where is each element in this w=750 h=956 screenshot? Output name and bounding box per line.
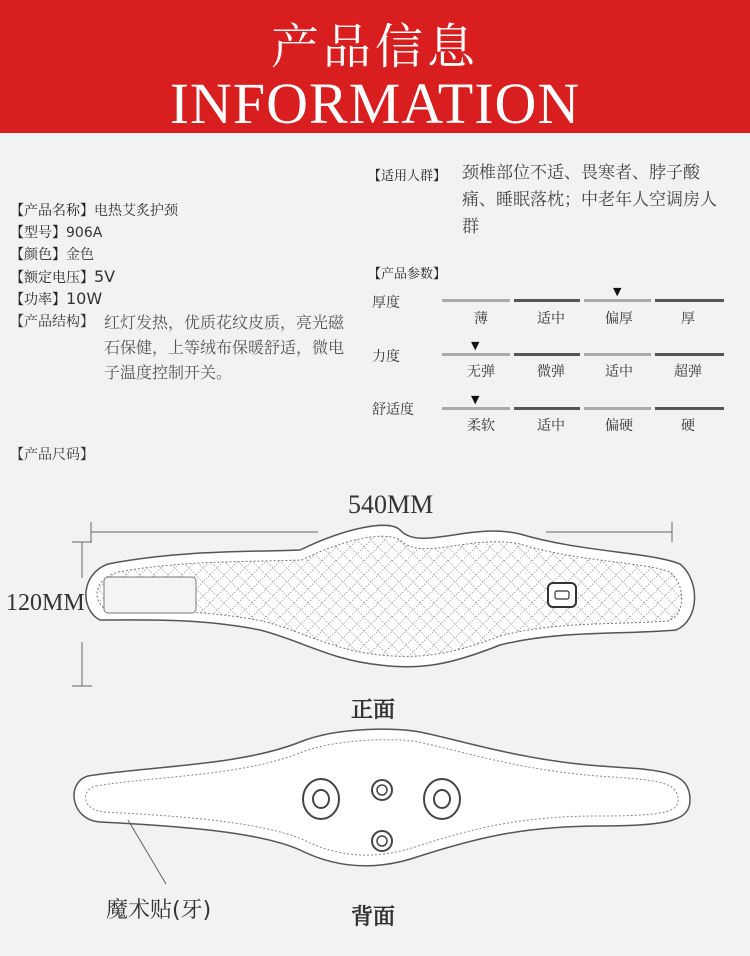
magnet-dot-bottom <box>372 831 392 851</box>
crowd-label: 【适用人群】 <box>368 169 447 184</box>
force-scale-segment <box>655 353 724 356</box>
magnet-pad-right <box>424 779 460 819</box>
comfort-scale-segment <box>442 407 510 410</box>
caption-front: 正面 <box>351 698 396 723</box>
comfort-option: 柔软 <box>467 418 495 434</box>
force-scale-segment <box>514 353 580 356</box>
spec-name-value: 电热艾炙护颈 <box>94 203 178 219</box>
thickness-option: 适中 <box>537 311 565 327</box>
thickness-scale-segment <box>584 299 651 302</box>
control-switch <box>548 583 576 607</box>
thickness-scale-segment <box>655 299 724 302</box>
spec-size-label: 【产品尺码】 <box>10 447 94 463</box>
velcro-pointer-line <box>128 820 166 884</box>
spec-structure-label: 【产品结构】 <box>10 314 94 330</box>
spec-voltage-value: 5V <box>94 267 116 286</box>
spec-color-label: 【颜色】 <box>10 247 66 263</box>
magnet-dot-top <box>372 780 392 800</box>
force-scale-segment <box>442 353 510 356</box>
force-title: 力度 <box>372 349 400 365</box>
caption-back: 背面 <box>351 905 396 930</box>
comfort-scale-segment <box>584 407 651 410</box>
thickness-option: 薄 <box>474 311 488 327</box>
comfort-title: 舒适度 <box>372 402 414 418</box>
comfort-scale-segment <box>655 407 724 410</box>
dimension-height: 120MM <box>6 590 85 616</box>
velcro-strip <box>104 577 196 613</box>
thickness-scale-segment <box>442 299 510 302</box>
crowd-text: 颈椎部位不适、畏寒者、脖子酸痛、睡眠落枕；中老年人空调房人群 <box>462 163 717 237</box>
comfort-marker: ▼ <box>471 393 480 406</box>
force-marker: ▼ <box>471 339 480 352</box>
thickness-scale-segment <box>514 299 580 302</box>
spec-color-value: 金色 <box>66 247 94 263</box>
spec-model-label: 【型号】 <box>10 225 66 241</box>
spec-structure-value: 红灯发热，优质花纹皮质，亮光磁石保健，上等绒布保暖舒适，微电子温度控制开关。 <box>104 313 345 382</box>
spec-model-value: 906A <box>66 225 103 241</box>
comfort-option: 适中 <box>537 418 565 434</box>
force-option: 超弹 <box>674 364 702 380</box>
thickness-title: 厚度 <box>372 295 400 311</box>
thickness-option: 偏厚 <box>605 311 633 327</box>
spec-voltage-label: 【额定电压】 <box>10 270 94 286</box>
params-label: 【产品参数】 <box>368 267 447 282</box>
force-option: 微弹 <box>537 364 565 380</box>
dimension-width: 540MM <box>348 490 434 519</box>
header-title-en: INFORMATION <box>169 71 581 136</box>
comfort-option: 偏硬 <box>605 418 633 434</box>
force-option: 适中 <box>605 364 633 380</box>
force-scale-segment <box>584 353 651 356</box>
thickness-marker: ▼ <box>613 285 622 298</box>
spec-power-value: 10W <box>66 289 103 308</box>
thickness-option: 厚 <box>681 311 695 327</box>
comfort-option: 硬 <box>681 418 695 434</box>
spec-power-label: 【功率】 <box>10 292 66 308</box>
magnet-pad-left <box>303 779 339 819</box>
caption-velcro: 魔术贴(牙) <box>106 898 212 923</box>
header-title-cn: 产品信息 <box>270 19 479 75</box>
force-option: 无弹 <box>467 364 495 380</box>
spec-name-label: 【产品名称】 <box>10 203 94 219</box>
comfort-scale-segment <box>514 407 580 410</box>
